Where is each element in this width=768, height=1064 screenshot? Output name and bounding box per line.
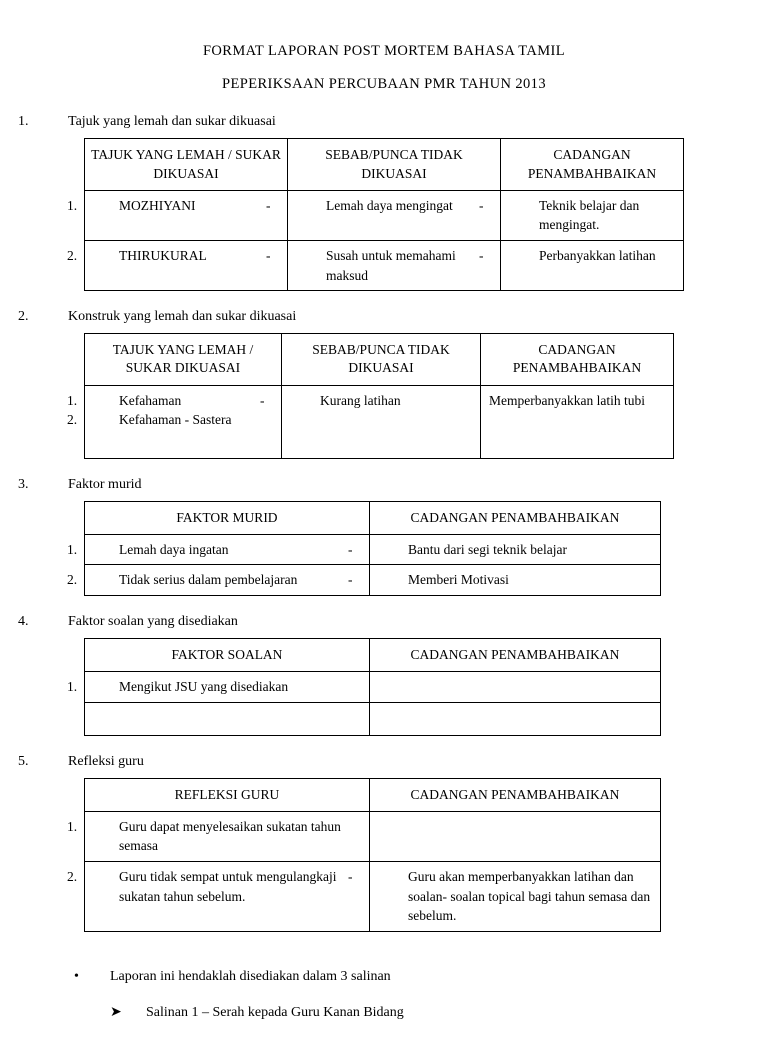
cell-faktor-1: [67, 534, 370, 565]
table-faktor-murid: [67, 501, 661, 596]
table-row: [85, 190, 684, 240]
list-marker: 1.: [67, 392, 78, 408]
cell-text: Tidak serius dalam pembelajaran: [119, 572, 298, 588]
section-5-title: Refleksi guru: [68, 753, 144, 769]
table-faktor-soalan: [67, 638, 661, 736]
footer-notes: [0, 966, 768, 1025]
dash-marker: -: [348, 541, 353, 557]
document-title-block: [0, 40, 768, 96]
list-marker: 1.: [67, 541, 78, 557]
table-row: [85, 672, 661, 703]
section-3-number: 3.: [18, 476, 29, 492]
section-faktor-soalan: [0, 614, 768, 736]
table-tajuk: [67, 138, 684, 291]
dash-marker: -: [479, 247, 484, 263]
section-2-title: Konstruk yang lemah dan sukar dikuasai: [68, 309, 297, 325]
dash-marker: -: [479, 197, 484, 213]
col-header-sebab: SEBAB/PUNCA TIDAK DIKUASAI: [288, 139, 501, 190]
cell-text: Memperbanyakkan latih tubi: [489, 392, 645, 408]
section-refleksi-guru: [0, 754, 768, 932]
footer-sub-bullet-text: Salinan 1 – Serah kepada Guru Kanan Bidang: [146, 1005, 404, 1021]
cell-text: Guru tidak sempat untuk mengulangkaji sukatan tahun sebelum.: [119, 868, 337, 904]
cell-text: Perbanyakkan latihan: [539, 247, 656, 263]
cell-cadangan-2: [348, 565, 661, 596]
col-header-sebab: SEBAB/PUNCA TIDAK DIKUASAI: [282, 334, 481, 385]
col-header-cadangan: CADANGAN PENAMBAHBAIKAN: [501, 139, 684, 190]
section-1-heading: [0, 114, 768, 130]
col-header-faktor-soalan: FAKTOR SOALAN: [85, 638, 370, 671]
table-header-row: [85, 139, 684, 190]
table-header-row: [85, 638, 661, 671]
cell-sebab-2: [266, 240, 501, 290]
cell-text: Lemah daya mengingat: [326, 197, 453, 213]
col-header-faktor-murid: FAKTOR MURID: [85, 501, 370, 534]
cell-refleksi-2: [67, 861, 370, 931]
bullet-icon: •: [74, 968, 79, 984]
list-marker: 1.: [67, 818, 78, 834]
cell-text: Susah untuk memahami maksud: [326, 247, 456, 283]
col-header-tajuk: TAJUK YANG LEMAH / SUKAR DIKUASAI: [85, 139, 288, 190]
col-header-cadangan: CADANGAN PENAMBAHBAIKAN: [481, 334, 674, 385]
cell-tajuk-1: [67, 190, 288, 240]
section-3-heading: [0, 477, 768, 493]
cell-text: MOZHIYANI: [119, 197, 196, 213]
col-header-cadangan: CADANGAN PENAMBAHBAIKAN: [370, 501, 661, 534]
col-header-tajuk: TAJUK YANG LEMAH / SUKAR DIKUASAI: [85, 334, 282, 385]
table-header-row: [85, 501, 661, 534]
section-1-title: Tajuk yang lemah dan sukar dikuasai: [68, 114, 276, 130]
cell-text: Bantu dari segi teknik belajar: [408, 541, 567, 557]
cell-text: THIRUKURAL: [119, 247, 207, 263]
cell-tajuk-2: [67, 240, 288, 290]
document-page: [0, 40, 768, 1064]
list-marker: 1.: [67, 679, 78, 695]
cell-cadangan-1: [370, 672, 661, 703]
section-faktor-murid: [0, 477, 768, 596]
cell-text: Lemah daya ingatan: [119, 541, 229, 557]
cell-konstruk-cadangan: [481, 385, 674, 458]
cell-sebab-1: [266, 190, 501, 240]
section-5-number: 5.: [18, 753, 29, 769]
table-row: [85, 240, 684, 290]
table-refleksi-guru: [67, 778, 661, 932]
cell-cadangan-1: [479, 190, 684, 240]
table-konstruk: [67, 333, 674, 458]
cell-text: Kefahaman: [119, 392, 182, 408]
col-header-refleksi: REFLEKSI GURU: [85, 778, 370, 811]
dash-marker: -: [266, 197, 271, 213]
cell-text: Guru dapat menyelesaikan sukatan tahun semasa: [119, 818, 341, 854]
footer-sub-bullet: [0, 1002, 768, 1024]
cell-konstruk-list: [67, 385, 282, 458]
section-2-heading: [0, 309, 768, 325]
table-row: [85, 565, 661, 596]
table-row: [85, 702, 661, 735]
table-row: [85, 861, 661, 931]
dash-marker: -: [348, 572, 353, 588]
cell-cadangan-1: [370, 811, 661, 861]
arrow-bullet-icon: ➤: [110, 1005, 122, 1021]
section-4-number: 4.: [18, 613, 29, 629]
table-row: [85, 534, 661, 565]
table-header-row: [85, 334, 674, 385]
list-marker: 1.: [67, 197, 78, 213]
section-konstruk: [0, 309, 768, 458]
section-5-heading: [0, 754, 768, 770]
table-row: [85, 385, 674, 458]
cell-cadangan-2: [370, 702, 661, 735]
dash-marker: -: [348, 868, 353, 884]
footer-bullet: [0, 966, 768, 988]
cell-text: Memberi Motivasi: [408, 572, 509, 588]
cell-soalan-2: [85, 702, 370, 735]
cell-text: Mengikut JSU yang disediakan: [119, 679, 289, 695]
section-2-number: 2.: [18, 309, 29, 325]
page-title: FORMAT LAPORAN POST MORTEM BAHASA TAMIL: [202, 43, 566, 59]
cell-konstruk-sebab: [260, 385, 481, 458]
list-marker: 2.: [67, 412, 78, 428]
list-marker: 2.: [67, 572, 78, 588]
dash-marker: -: [266, 247, 271, 263]
section-tajuk: [0, 114, 768, 291]
page-subtitle: PEPERIKSAAN PERCUBAAN PMR TAHUN 2013: [222, 76, 546, 93]
cell-text: Guru akan memperbanyakkan latihan dan soalan- soalan topical bagi tahun semasa dan sebelum.: [408, 868, 651, 924]
footer-bullet-text: Laporan ini hendaklah disediakan dalam 3 salinan: [110, 968, 391, 984]
cell-cadangan-2: [348, 861, 661, 931]
section-1-number: 1.: [18, 114, 29, 130]
cell-soalan-1: [67, 672, 370, 703]
section-4-title: Faktor soalan yang disediakan: [68, 613, 238, 629]
cell-cadangan-1: [348, 534, 661, 565]
cell-faktor-2: [67, 565, 370, 596]
cell-refleksi-1: [67, 811, 370, 861]
cell-text: Teknik belajar dan mengingat.: [539, 197, 640, 233]
table-row: [85, 811, 661, 861]
section-4-heading: [0, 614, 768, 630]
cell-cadangan-2: [479, 240, 684, 290]
list-marker: 2.: [67, 868, 78, 884]
list-marker: 2.: [67, 247, 78, 263]
section-3-title: Faktor murid: [68, 476, 142, 492]
table-header-row: [85, 778, 661, 811]
dash-marker: -: [260, 392, 265, 408]
col-header-cadangan: CADANGAN PENAMBAHBAIKAN: [370, 778, 661, 811]
cell-text: Kurang latihan: [320, 392, 401, 408]
col-header-cadangan: CADANGAN PENAMBAHBAIKAN: [370, 638, 661, 671]
cell-text: Kefahaman - Sastera: [119, 412, 232, 428]
